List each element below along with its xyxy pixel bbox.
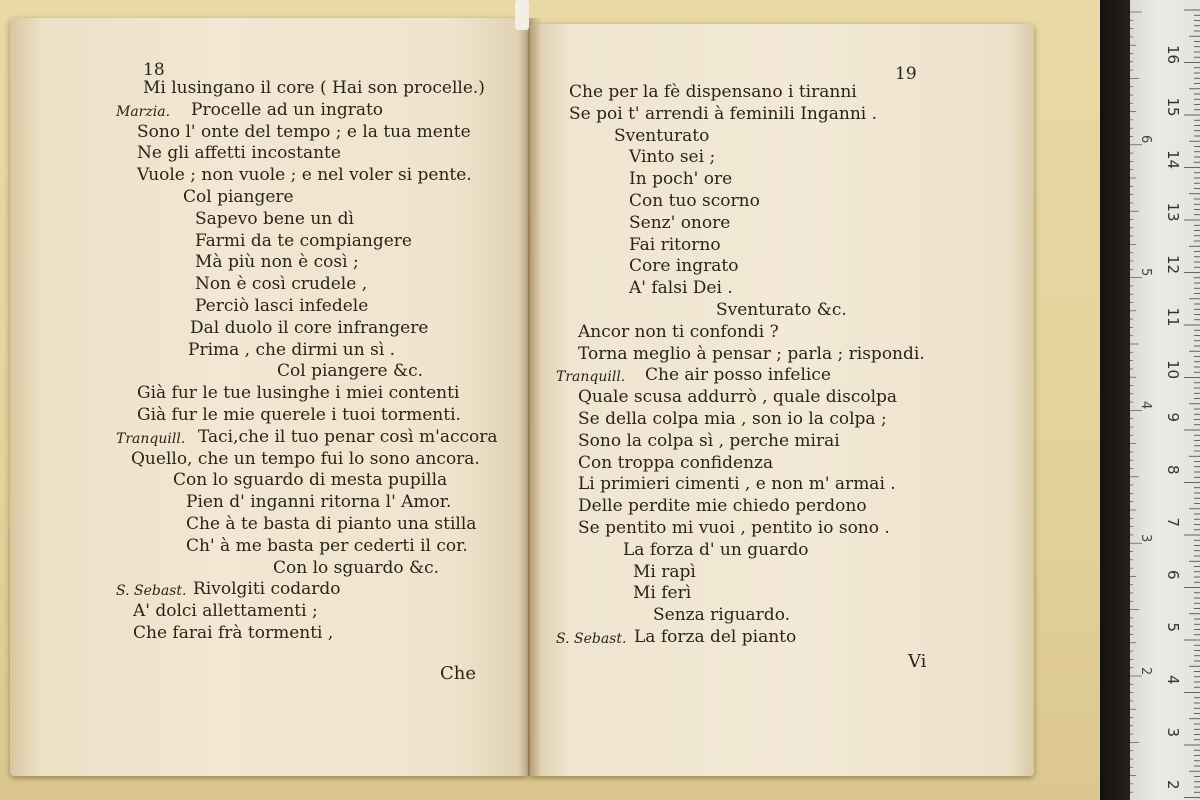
right-page-line-3: Vinto sei ; xyxy=(629,147,716,168)
ruler-cm-label-9: 9 xyxy=(1164,412,1182,423)
ruler-inch-label-5: 5 xyxy=(1138,268,1153,277)
ruler-cm-label-8: 8 xyxy=(1164,465,1182,475)
left-page-line-7: Farmi da te compiangere xyxy=(195,230,412,251)
right-page-number: 19 xyxy=(895,64,917,84)
right-page-line-23: Mi ferì xyxy=(633,583,692,604)
left-page-line-3: Ne gli affetti incostante xyxy=(137,143,341,164)
left-page-line-24: A' dolci allettamenti ; xyxy=(133,601,318,622)
right-page-line-5: Con tuo scorno xyxy=(629,191,760,211)
right-page-line-25: La forza del pianto xyxy=(634,627,797,647)
left-page-line-16: Taci,che il tuo penar così m'accora xyxy=(198,426,498,447)
right-page-line-16: Sono la colpa sì , perche mirai xyxy=(578,430,840,451)
dark-background-strip xyxy=(1100,0,1130,800)
ruler-cm-label-14: 14 xyxy=(1164,150,1182,170)
left-page-line-12: Prima , che dirmi un sì . xyxy=(188,339,396,360)
left-page-speaker-16: Tranquill. xyxy=(116,430,186,447)
left-page-line-10: Perciò lasci infedele xyxy=(195,296,369,316)
left-page-line-4: Vuole ; non vuole ; e nel voler si pente. xyxy=(137,165,472,186)
right-page-line-13: Che air posso infelice xyxy=(645,365,831,386)
ruler-cm-label-3: 3 xyxy=(1164,727,1182,738)
ruler-cm-label-10: 10 xyxy=(1164,360,1182,380)
left-page-line-6: Sapevo bene un dì xyxy=(195,208,354,229)
right-page-line-14: Quale scusa addurrò , quale discolpa xyxy=(578,387,898,408)
right-page-line-6: Senz' onore xyxy=(629,212,731,233)
right-page-line-21: La forza d' un guardo xyxy=(623,539,809,560)
left-page-line-2: Sono l' onte del tempo ; e la tua mente xyxy=(137,121,471,142)
left-page-line-1: Procelle ad un ingrato xyxy=(191,99,384,120)
book-gutter xyxy=(518,18,542,776)
left-page-line-21: Ch' à me basta per cederti il cor. xyxy=(186,535,468,556)
left-page-line-25: Che farai frà tormenti , xyxy=(133,623,334,643)
right-page-line-11: Ancor non ti confondi ? xyxy=(578,321,779,342)
measuring-ruler xyxy=(1130,0,1200,800)
ruler-cm-label-11: 11 xyxy=(1164,307,1182,327)
ruler-cm-label-13: 13 xyxy=(1164,202,1182,222)
ruler-inch-label-2: 2 xyxy=(1138,667,1153,676)
left-page-line-14: Già fur le tue lusinghe i miei contenti xyxy=(137,383,460,404)
right-page-line-4: In poch' ore xyxy=(629,169,733,190)
left-page-line-23: Rivolgiti codardo xyxy=(193,579,341,600)
left-page-number: 18 xyxy=(143,60,165,80)
binding-thread xyxy=(515,0,529,30)
left-page-line-19: Pien d' inganni ritorna l' Amor. xyxy=(186,492,452,513)
left-catchword: Che xyxy=(440,663,477,684)
right-page-line-19: Delle perdite mie chiedo perdono xyxy=(578,496,867,517)
ruler-cm-label-16: 16 xyxy=(1164,45,1182,65)
ruler-cm-label-2: 2 xyxy=(1164,780,1182,790)
right-page-line-0: Che per la fè dispensano i tiranni xyxy=(569,82,857,102)
ruler-cm-label-12: 12 xyxy=(1164,255,1182,275)
ruler-inch-label-4: 4 xyxy=(1138,401,1153,410)
left-page-line-15: Già fur le mie querele i tuoi tormenti. xyxy=(137,405,461,425)
right-page-line-9: A' falsi Dei . xyxy=(629,278,733,299)
right-page-line-7: Fai ritorno xyxy=(629,234,721,255)
right-page-line-17: Con troppa confidenza xyxy=(578,452,774,473)
right-page-line-8: Core ingrato xyxy=(629,256,739,277)
left-page-line-11: Dal duolo il core infrangere xyxy=(190,317,429,338)
left-page-line-17: Quello, che un tempo fui lo sono ancora. xyxy=(131,448,480,469)
ruler-inch-label-6: 6 xyxy=(1138,135,1153,144)
right-page-line-2: Sventurato xyxy=(614,125,710,146)
ruler-cm-label-15: 15 xyxy=(1164,97,1182,117)
right-page-speaker-13: Tranquill. xyxy=(556,369,626,386)
left-page-line-13: Col piangere &c. xyxy=(277,361,424,382)
right-page-line-22: Mi rapì xyxy=(633,561,696,582)
right-catchword: Vi xyxy=(908,651,927,672)
left-page-line-9: Non è così crudele , xyxy=(195,274,368,295)
left-page-line-8: Mà più non è così ; xyxy=(195,252,359,273)
ruler-cm-label-6: 6 xyxy=(1164,570,1182,580)
left-page-speaker-23: S. Sebast. xyxy=(116,583,187,600)
left-page-line-5: Col piangere xyxy=(183,187,294,207)
ruler-cm-label-4: 4 xyxy=(1164,675,1182,685)
right-page-line-1: Se poi t' arrendi à feminili Inganni . xyxy=(569,103,878,124)
left-page-line-20: Che à te basta di pianto una stilla xyxy=(186,514,477,534)
left-page-line-0: Mi lusingano il core ( Hai son procelle.) xyxy=(143,78,485,98)
ruler-cm-label-5: 5 xyxy=(1164,622,1182,633)
right-page-line-20: Se pentito mi vuoi , pentito io sono . xyxy=(578,518,890,538)
right-page-line-12: Torna meglio à pensar ; parla ; rispondi. xyxy=(578,343,925,364)
left-page-line-18: Con lo sguardo di mesta pupilla xyxy=(173,470,448,491)
right-page-line-24: Senza riguardo. xyxy=(653,605,791,626)
ruler-cm-label-7: 7 xyxy=(1164,517,1182,528)
right-page-line-15: Se della colpa mia , son io la colpa ; xyxy=(578,409,887,429)
right-page-line-10: Sventurato &c. xyxy=(716,300,847,320)
ruler-inch-label-3: 3 xyxy=(1138,534,1153,543)
ruler-scale xyxy=(1130,0,1200,800)
left-page-line-22: Con lo sguardo &c. xyxy=(273,557,440,578)
right-page-speaker-25: S. Sebast. xyxy=(556,631,627,647)
right-page-line-18: Li primieri cimenti , e non m' armai . xyxy=(578,474,896,495)
left-page-speaker-1: Marzia. xyxy=(116,103,171,120)
